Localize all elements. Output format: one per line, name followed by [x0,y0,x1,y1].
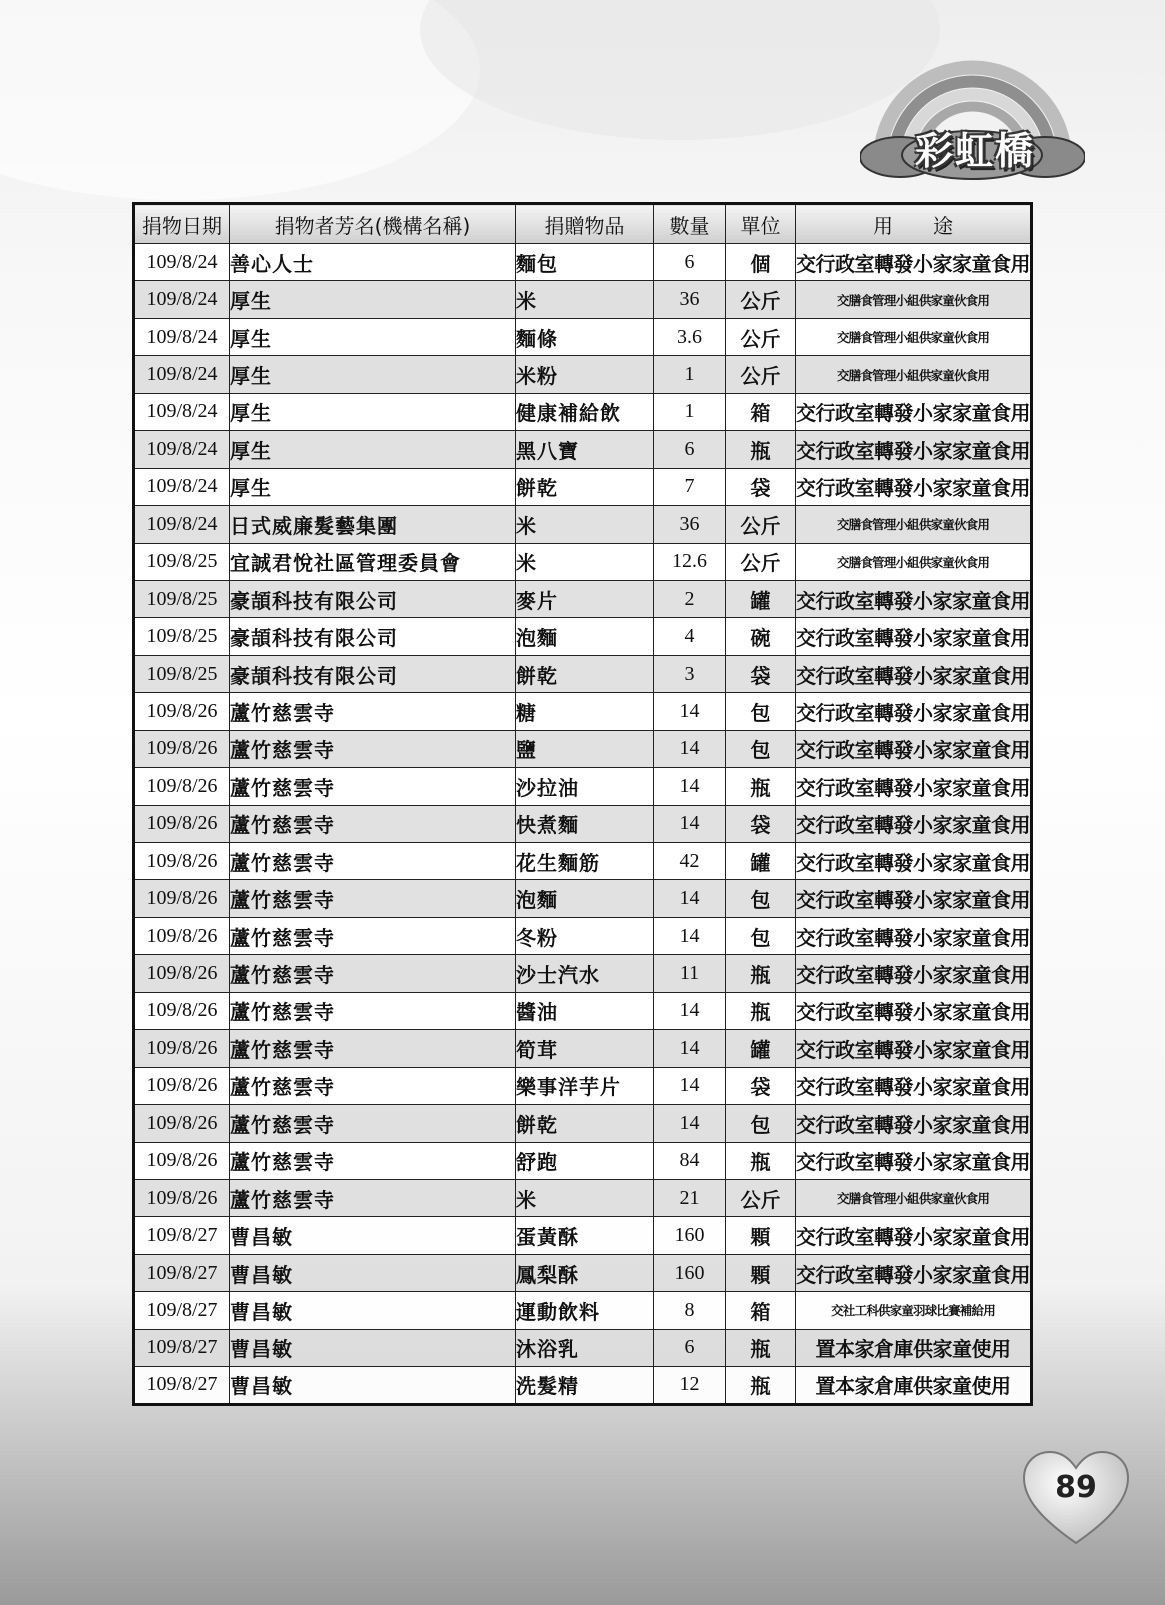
row-item: 泡麵 [516,618,654,655]
row-quantity: 14 [654,1105,726,1142]
header-donor: 捐物者芳名(機構名稱) [230,204,516,244]
row-date: 109/8/26 [134,992,230,1029]
row-date: 109/8/26 [134,917,230,954]
row-usage: 交行政室轉發小家家童食用 [796,1254,1032,1291]
row-quantity: 14 [654,693,726,730]
table-row [134,655,1032,692]
row-quantity: 6 [654,431,726,468]
row-quantity: 160 [654,1217,726,1254]
header-usage: 用 途 [796,204,1032,244]
row-quantity: 21 [654,1179,726,1216]
row-unit: 瓶 [726,1142,796,1179]
row-date: 109/8/25 [134,618,230,655]
row-date: 109/8/27 [134,1292,230,1329]
row-unit: 瓶 [726,768,796,805]
row-date: 109/8/24 [134,318,230,355]
row-quantity: 14 [654,1030,726,1067]
row-quantity: 14 [654,992,726,1029]
row-donor: 日式威廉髮藝集團 [230,506,516,543]
row-usage: 交行政室轉發小家家童食用 [796,992,1032,1029]
header-date: 捐物日期 [134,204,230,244]
row-unit: 瓶 [726,431,796,468]
row-quantity: 14 [654,805,726,842]
table-row [134,543,1032,580]
row-date: 109/8/25 [134,580,230,617]
row-item: 冬粉 [516,917,654,954]
table-row [134,1329,1032,1366]
table-header-row [134,204,1032,244]
table-row [134,1105,1032,1142]
row-unit: 瓶 [726,955,796,992]
row-unit: 袋 [726,655,796,692]
row-item: 沐浴乳 [516,1329,654,1366]
row-date: 109/8/26 [134,1067,230,1104]
table-row [134,1067,1032,1104]
row-donor: 厚生 [230,318,516,355]
row-date: 109/8/26 [134,1105,230,1142]
row-usage: 交行政室轉發小家家童食用 [796,917,1032,954]
row-date: 109/8/27 [134,1217,230,1254]
row-donor: 曹昌敏 [230,1254,516,1291]
row-date: 109/8/24 [134,281,230,318]
row-date: 109/8/26 [134,768,230,805]
row-item: 麵包 [516,244,654,281]
row-item: 樂事洋芋片 [516,1067,654,1104]
table-row [134,880,1032,917]
row-donor: 蘆竹慈雲寺 [230,1179,516,1216]
row-donor: 厚生 [230,468,516,505]
row-item: 蛋黃酥 [516,1217,654,1254]
row-item: 麥片 [516,580,654,617]
table-row [134,843,1032,880]
row-quantity: 12.6 [654,543,726,580]
row-quantity: 8 [654,1292,726,1329]
row-donor: 厚生 [230,356,516,393]
header-item: 捐贈物品 [516,204,654,244]
row-usage: 交行政室轉發小家家童食用 [796,693,1032,730]
row-usage: 置本家倉庫供家童使用 [796,1367,1032,1404]
table-row [134,1254,1032,1291]
table-row [134,1292,1032,1329]
row-quantity: 7 [654,468,726,505]
row-unit: 袋 [726,1067,796,1104]
row-donor: 豪頡科技有限公司 [230,580,516,617]
table-row [134,693,1032,730]
row-date: 109/8/26 [134,880,230,917]
row-usage: 交膳食管理小組供家童伙食用 [796,506,1032,543]
row-usage: 交行政室轉發小家家童食用 [796,655,1032,692]
row-item: 筍茸 [516,1030,654,1067]
table-row [134,768,1032,805]
row-donor: 蘆竹慈雲寺 [230,768,516,805]
row-item: 快煮麵 [516,805,654,842]
row-quantity: 84 [654,1142,726,1179]
table-row [134,618,1032,655]
table-row [134,244,1032,281]
table-row [134,356,1032,393]
row-date: 109/8/26 [134,1142,230,1179]
table-row [134,580,1032,617]
row-usage: 交行政室轉發小家家童食用 [796,1142,1032,1179]
row-usage: 交膳食管理小組供家童伙食用 [796,281,1032,318]
row-donor: 善心人士 [230,244,516,281]
row-donor: 曹昌敏 [230,1367,516,1404]
row-usage: 交行政室轉發小家家童食用 [796,618,1032,655]
row-unit: 顆 [726,1254,796,1291]
row-quantity: 4 [654,618,726,655]
row-donor: 蘆竹慈雲寺 [230,805,516,842]
row-usage: 交膳食管理小組供家童伙食用 [796,1179,1032,1216]
table-row [134,992,1032,1029]
row-item: 花生麵筋 [516,843,654,880]
row-quantity: 42 [654,843,726,880]
table-row [134,281,1032,318]
row-item: 運動飲料 [516,1292,654,1329]
table-row [134,730,1032,767]
row-quantity: 160 [654,1254,726,1291]
row-donor: 曹昌敏 [230,1292,516,1329]
row-unit: 公斤 [726,281,796,318]
row-unit: 包 [726,1105,796,1142]
row-item: 餅乾 [516,1105,654,1142]
row-item: 麵條 [516,318,654,355]
row-item: 鳳梨酥 [516,1254,654,1291]
row-item: 泡麵 [516,880,654,917]
row-usage: 交行政室轉發小家家童食用 [796,1067,1032,1104]
row-item: 洗髮精 [516,1367,654,1404]
row-donor: 蘆竹慈雲寺 [230,917,516,954]
row-unit: 包 [726,693,796,730]
table-row [134,805,1032,842]
table-row [134,506,1032,543]
row-donor: 蘆竹慈雲寺 [230,992,516,1029]
row-quantity: 3 [654,655,726,692]
row-date: 109/8/27 [134,1329,230,1366]
row-unit: 包 [726,730,796,767]
row-date: 109/8/24 [134,431,230,468]
row-unit: 罐 [726,580,796,617]
row-unit: 袋 [726,468,796,505]
row-item: 餅乾 [516,468,654,505]
row-quantity: 11 [654,955,726,992]
row-usage: 交行政室轉發小家家童食用 [796,468,1032,505]
row-donor: 豪頡科技有限公司 [230,618,516,655]
row-date: 109/8/24 [134,468,230,505]
row-usage: 交行政室轉發小家家童食用 [796,393,1032,430]
header-unit: 單位 [726,204,796,244]
row-unit: 瓶 [726,1329,796,1366]
table-row [134,1179,1032,1216]
row-usage: 交行政室轉發小家家童食用 [796,431,1032,468]
row-quantity: 6 [654,1329,726,1366]
row-item: 米 [516,1179,654,1216]
row-quantity: 36 [654,506,726,543]
row-usage: 置本家倉庫供家童使用 [796,1329,1032,1366]
row-date: 109/8/27 [134,1254,230,1291]
logo-text: 彩虹橋 [914,129,1035,173]
row-date: 109/8/25 [134,543,230,580]
row-donor: 曹昌敏 [230,1217,516,1254]
row-date: 109/8/25 [134,655,230,692]
row-unit: 公斤 [726,1179,796,1216]
table-row [134,393,1032,430]
row-item: 健康補給飲 [516,393,654,430]
row-unit: 罐 [726,843,796,880]
row-donor: 宜誠君悅社區管理委員會 [230,543,516,580]
row-item: 米 [516,281,654,318]
table-row [134,1217,1032,1254]
row-donor: 蘆竹慈雲寺 [230,843,516,880]
header-quantity: 數量 [654,204,726,244]
row-quantity: 14 [654,730,726,767]
row-donor: 厚生 [230,431,516,468]
table-body [134,244,1032,1405]
row-date: 109/8/26 [134,1179,230,1216]
row-unit: 瓶 [726,992,796,1029]
row-donor: 曹昌敏 [230,1329,516,1366]
row-item: 沙士汽水 [516,955,654,992]
row-usage: 交行政室轉發小家家童食用 [796,880,1032,917]
row-date: 109/8/24 [134,356,230,393]
row-item: 糖 [516,693,654,730]
row-quantity: 3.6 [654,318,726,355]
row-donor: 蘆竹慈雲寺 [230,693,516,730]
row-donor: 蘆竹慈雲寺 [230,730,516,767]
row-quantity: 14 [654,768,726,805]
row-unit: 碗 [726,618,796,655]
table-row [134,318,1032,355]
row-unit: 公斤 [726,543,796,580]
table-row [134,1142,1032,1179]
row-donor: 蘆竹慈雲寺 [230,1067,516,1104]
table-row [134,917,1032,954]
row-unit: 瓶 [726,1367,796,1404]
row-usage: 交膳食管理小組供家童伙食用 [796,543,1032,580]
row-date: 109/8/26 [134,955,230,992]
row-date: 109/8/26 [134,730,230,767]
row-item: 餅乾 [516,655,654,692]
row-quantity: 1 [654,393,726,430]
row-date: 109/8/26 [134,805,230,842]
row-usage: 交行政室轉發小家家童食用 [796,1105,1032,1142]
rainbow-bridge-logo [860,45,1085,185]
row-unit: 顆 [726,1217,796,1254]
row-item: 黑八寶 [516,431,654,468]
row-donor: 蘆竹慈雲寺 [230,1142,516,1179]
row-quantity: 2 [654,580,726,617]
row-item: 鹽 [516,730,654,767]
row-usage: 交行政室轉發小家家童食用 [796,244,1032,281]
row-donor: 厚生 [230,281,516,318]
row-usage: 交行政室轉發小家家童食用 [796,730,1032,767]
row-quantity: 14 [654,1067,726,1104]
row-quantity: 6 [654,244,726,281]
row-date: 109/8/24 [134,506,230,543]
row-item: 米 [516,506,654,543]
row-usage: 交行政室轉發小家家童食用 [796,1217,1032,1254]
donation-table [132,202,1033,1406]
row-item: 沙拉油 [516,768,654,805]
row-usage: 交膳食管理小組供家童伙食用 [796,318,1032,355]
row-item: 舒跑 [516,1142,654,1179]
row-item: 米粉 [516,356,654,393]
row-unit: 包 [726,917,796,954]
table-row [134,1030,1032,1067]
row-unit: 個 [726,244,796,281]
row-quantity: 14 [654,917,726,954]
page-number: 89 [1055,1470,1097,1505]
row-date: 109/8/24 [134,393,230,430]
row-date: 109/8/26 [134,1030,230,1067]
row-quantity: 12 [654,1367,726,1404]
row-quantity: 36 [654,281,726,318]
row-donor: 豪頡科技有限公司 [230,655,516,692]
row-unit: 公斤 [726,318,796,355]
row-usage: 交行政室轉發小家家童食用 [796,955,1032,992]
table-row [134,468,1032,505]
row-unit: 箱 [726,1292,796,1329]
table-row [134,1367,1032,1404]
row-date: 109/8/26 [134,843,230,880]
row-quantity: 1 [654,356,726,393]
row-usage: 交社工科供家童羽球比賽補給用 [796,1292,1032,1329]
row-usage: 交行政室轉發小家家童食用 [796,580,1032,617]
row-usage: 交行政室轉發小家家童食用 [796,805,1032,842]
row-unit: 公斤 [726,506,796,543]
row-unit: 袋 [726,805,796,842]
row-item: 醬油 [516,992,654,1029]
table-row [134,431,1032,468]
background-swirl [0,0,480,200]
row-date: 109/8/27 [134,1367,230,1404]
row-quantity: 14 [654,880,726,917]
row-unit: 公斤 [726,356,796,393]
row-unit: 罐 [726,1030,796,1067]
table-row [134,955,1032,992]
row-usage: 交行政室轉發小家家童食用 [796,843,1032,880]
row-usage: 交行政室轉發小家家童食用 [796,1030,1032,1067]
row-item: 米 [516,543,654,580]
row-donor: 蘆竹慈雲寺 [230,1105,516,1142]
row-unit: 箱 [726,393,796,430]
row-date: 109/8/26 [134,693,230,730]
row-usage: 交行政室轉發小家家童食用 [796,768,1032,805]
row-usage: 交膳食管理小組供家童伙食用 [796,356,1032,393]
row-unit: 包 [726,880,796,917]
row-date: 109/8/24 [134,244,230,281]
row-donor: 蘆竹慈雲寺 [230,880,516,917]
row-donor: 厚生 [230,393,516,430]
row-donor: 蘆竹慈雲寺 [230,955,516,992]
row-donor: 蘆竹慈雲寺 [230,1030,516,1067]
